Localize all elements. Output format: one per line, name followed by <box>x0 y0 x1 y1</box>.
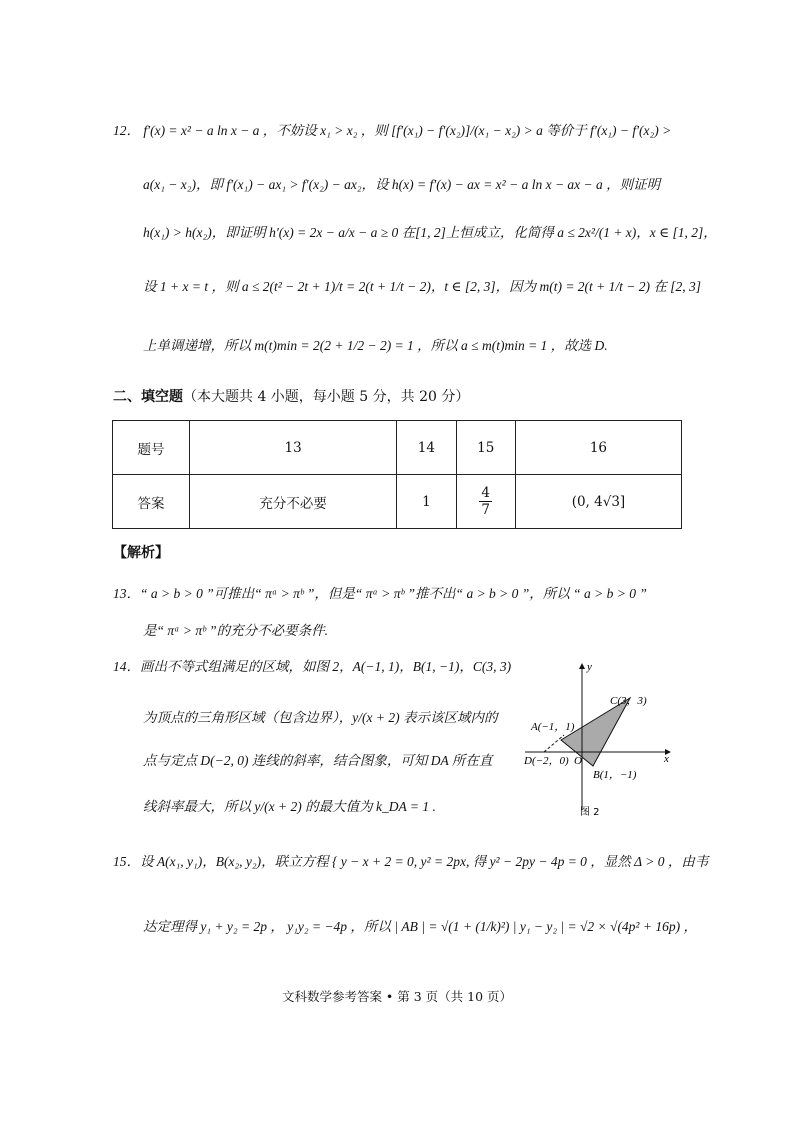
table-row <box>113 421 682 475</box>
p15-line-2: 达定理得 y₁ + y₂ = 2p ， y₁y₂ = −4p ，所以 | AB | = √(1 + (1/k)²) | y₁ − y₂ | = √2 × √(4p² + 16p) ， <box>143 919 697 934</box>
p14-line-3: 点与定点 D(−2, 0) 连线的斜率，结合图象，可知 DA 所在直 <box>143 753 493 768</box>
section-heading <box>113 386 469 406</box>
point-A-label: A(−1，1) <box>531 721 575 733</box>
fraction-denominator: 7 <box>481 502 491 518</box>
point-D-label: D(−2，0) <box>524 755 569 767</box>
figure-2 <box>520 660 680 825</box>
fraction-numerator: 4 <box>481 485 491 501</box>
p15-line-1: 15．设 A(x₁, y₁)，B(x₂, y₂)，联立方程 { y − x + 2 = 0, y² = 2px, 得 y² − 2py − 4p = 0 ，显然 Δ > 0 ，由韦 <box>113 854 709 869</box>
answer-15-fraction <box>479 485 492 518</box>
question-number: 15 <box>456 421 515 475</box>
answer-15 <box>456 475 515 529</box>
p13-line-2: 是“ πᵃ > πᵇ ”的充分不必要条件. <box>143 623 329 638</box>
question-number: 16 <box>515 421 681 475</box>
figure-caption: 图 2 <box>580 807 600 818</box>
p12-line-1: 12． f′(x) = x² − a ln x − a ，不妨设 x₁ > x₂ ，则 [f′(x₁) − f′(x₂)]/(x₁ − x₂) > a 等价于 f′(x₁) − f′(x₂) > <box>113 123 672 138</box>
answer-label: 答案 <box>113 475 190 529</box>
header-label: 题号 <box>113 421 190 475</box>
p14-line-1: 14．画出不等式组满足的区域，如图 2，A(−1, 1)，B(1, −1)，C(3, 3) <box>113 659 512 674</box>
section-title: 二、填空题 <box>113 389 183 405</box>
p12-line-3: h(x₁) > h(x₂)，即证明 h′(x) = 2x − a/x − a ≥ 0 在[1, 2]上恒成立，化简得 a ≤ 2x²/(1 + x)，x ∈ [1, 2]， <box>143 225 717 240</box>
p14-line-2: 为顶点的三角形区域（包含边界），y/(x + 2) 表示该区域内的 <box>143 710 498 725</box>
p12-line-5: 上单调递增，所以 m(t)min = 2(2 + 1/2 − 2) = 1 ，所以 a ≤ m(t)min = 1 ，故选 D. <box>143 338 608 353</box>
analysis-heading: 【解析】 <box>113 545 169 561</box>
origin-label: O <box>574 755 582 767</box>
answer-13: 充分不必要 <box>190 475 397 529</box>
point-C-label: C(3，3) <box>610 695 647 707</box>
p13-line-1: 13．“ a > b > 0 ”可推出“ πᵃ > πᵇ ”，但是“ πᵃ > πᵇ ”推不出“ a > b > 0 ”，所以 “ a > b > 0 ” <box>113 586 647 601</box>
line-DA <box>544 735 564 752</box>
question-number: 14 <box>397 421 456 475</box>
section-subtitle: （本大题共 4 小题，每小题 5 分，共 20 分） <box>183 389 470 405</box>
question-number: 13 <box>190 421 397 475</box>
point-B-label: B(1，−1) <box>593 769 637 781</box>
answer-table <box>112 420 682 529</box>
table-row <box>113 475 682 529</box>
y-axis-label: y <box>587 661 592 673</box>
page-footer: 文科数学参考答案 • 第 3 页（共 10 页） <box>281 989 513 1004</box>
p12-line-2: a(x₁ − x₂)，即 f′(x₁) − ax₁ > f′(x₂) − ax₂，设 h(x) = f′(x) − ax = x² − a ln x − ax − a ，则证明 <box>143 177 661 192</box>
p12-line-4: 设 1 + x = t ，则 a ≤ 2(t² − 2t + 1)/t = 2(t + 1/t − 2)，t ∈ [2, 3]，因为 m(t) = 2(t + 1/t − 2) 在 [2, 3] <box>143 279 702 294</box>
answer-16: (0, 4√3] <box>515 475 681 529</box>
x-axis-label: x <box>664 753 669 765</box>
p14-line-4: 线斜率最大，所以 y/(x + 2) 的最大值为 k_DA = 1 . <box>143 799 436 814</box>
answer-14: 1 <box>397 475 456 529</box>
